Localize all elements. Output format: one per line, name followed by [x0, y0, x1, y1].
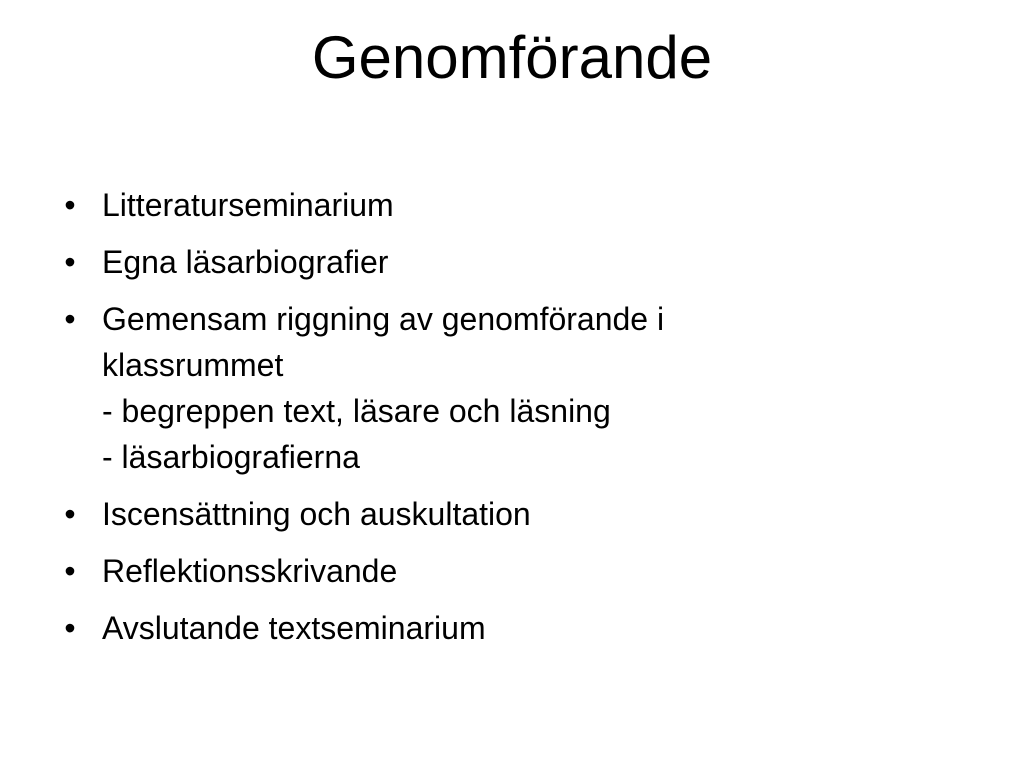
bullet-line: Avslutande textseminarium [102, 610, 486, 646]
bullet-item-gemensam-riggning [60, 296, 960, 480]
bullet-line: Litteraturseminarium [102, 187, 394, 223]
bullet-list [60, 182, 960, 662]
bullet-text [102, 548, 960, 594]
bullet-subline: - läsarbiografierna [102, 439, 360, 475]
bullet-item-avslutande-textseminarium [60, 605, 960, 651]
bullet-text [102, 605, 960, 651]
bullet-icon: • [64, 610, 76, 646]
bullet-line: Gemensam riggning av genomförande i [102, 301, 665, 337]
bullet-icon: • [64, 496, 76, 532]
bullet-line: klassrummet [102, 347, 284, 383]
slide-title: Genomförande [311, 24, 713, 91]
bullet-text [102, 296, 960, 480]
bullet-item-egna-lasarbiografier [60, 239, 960, 285]
bullet-subline: - begreppen text, läsare och läsning [102, 393, 611, 429]
bullet-line: Egna läsarbiografier [102, 244, 389, 280]
bullet-text [102, 491, 960, 537]
bullet-item-reflektionsskrivande [60, 548, 960, 594]
bullet-icon: • [64, 553, 76, 589]
bullet-item-iscensattning [60, 491, 960, 537]
bullet-icon: • [64, 301, 76, 337]
bullet-text [102, 182, 960, 228]
bullet-icon: • [64, 244, 76, 280]
bullet-text [102, 239, 960, 285]
bullet-line: Reflektionsskrivande [102, 553, 398, 589]
bullet-item-litteraturseminarium [60, 182, 960, 228]
bullet-icon: • [64, 187, 76, 223]
bullet-line: Iscensättning och auskultation [102, 496, 531, 532]
